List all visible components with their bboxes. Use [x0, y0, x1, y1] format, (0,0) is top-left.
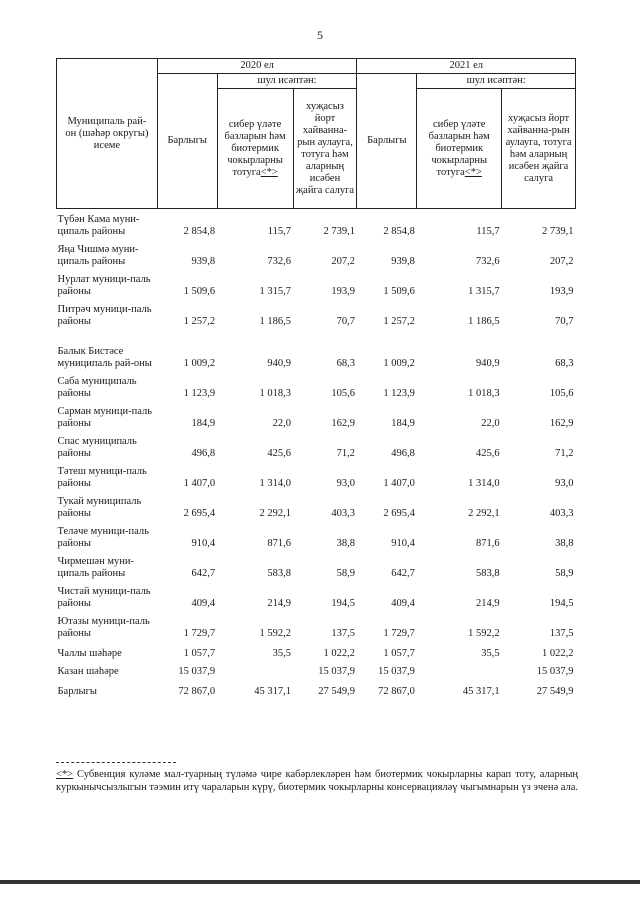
- row-value: 871,6: [267, 537, 292, 549]
- row-value: 425,6: [476, 447, 500, 459]
- row-value: 1 022,2: [542, 647, 574, 659]
- row-value: 1 592,2: [259, 627, 292, 639]
- row-value: 1 407,0: [183, 477, 216, 489]
- header-including-2021: шул исәптән:: [417, 74, 576, 89]
- row-value: 2 739,1: [542, 225, 574, 237]
- row-value: 22,0: [272, 417, 292, 429]
- row-municipality-name: Тәтеш муници-паль районы: [57, 465, 147, 489]
- row-value: 1 257,2: [383, 315, 415, 327]
- row-value: 910,4: [391, 537, 415, 549]
- row-value: 403,3: [549, 507, 574, 519]
- table-row: [57, 491, 576, 521]
- table-row: [57, 661, 576, 679]
- header-year-2020: 2020 ел: [157, 59, 357, 74]
- row-value: 583,8: [476, 567, 500, 579]
- row-value: [417, 661, 502, 679]
- footnote-ref-2021: <*>: [464, 166, 482, 178]
- row-value: 1 729,7: [183, 627, 216, 639]
- row-value: 207,2: [549, 255, 574, 267]
- footnote-divider: [56, 762, 176, 763]
- row-value: 1 509,6: [183, 285, 216, 297]
- row-value: 2 292,1: [468, 507, 500, 519]
- row-value: 105,6: [549, 387, 574, 399]
- row-value: 93,0: [336, 477, 355, 489]
- row-municipality-name: Питрәч муници-паль районы: [57, 303, 152, 327]
- header-stray-2021: хуҗасыз йорт хайванна-рын аулауга, тотуга һәм аларның исәбен җайга салуга: [502, 89, 576, 209]
- row-value: 162,9: [549, 417, 574, 429]
- row-value: 162,9: [331, 417, 355, 429]
- row-value: 193,9: [331, 285, 355, 297]
- row-value: 72 867,0: [378, 685, 415, 697]
- row-value: 642,7: [191, 567, 216, 579]
- row-value: 1 314,0: [468, 477, 500, 489]
- footnote-text: Субвенция куләме мал-туарның түләмә чире кабәрлекләрен һәм биотермик чокырларны карап тоту, аларның куркынычсызлыгын тәэмин итү чараларын күрү, биотермик чокырларны консервацияләү чыгымнарын үз эченә ала.: [56, 769, 579, 793]
- row-value: 496,8: [191, 447, 216, 459]
- table-row: [57, 521, 576, 551]
- row-value: 194,5: [331, 597, 355, 609]
- row-value: 193,9: [549, 285, 574, 297]
- row-value: 940,9: [476, 357, 500, 369]
- row-value: 15 037,9: [536, 665, 574, 677]
- table-row: [57, 679, 576, 699]
- row-value: 732,6: [267, 255, 292, 267]
- row-value: 1 018,3: [259, 387, 292, 399]
- table-row: [57, 401, 576, 431]
- table-row: [57, 581, 576, 611]
- header-anthrax-2021: сибер үләте базларын һәм биотермик чокырларны тотуга<*>: [417, 89, 502, 209]
- row-value: 70,7: [555, 315, 574, 327]
- table-row: [57, 329, 576, 371]
- row-value: 15 037,9: [378, 665, 415, 677]
- row-value: 1 509,6: [383, 285, 415, 297]
- row-value: 38,8: [555, 537, 574, 549]
- row-value: 642,7: [391, 567, 415, 579]
- table-row: [57, 641, 576, 661]
- row-value: 35,5: [272, 647, 292, 659]
- row-value: 1 018,3: [468, 387, 500, 399]
- row-value: 1 315,7: [468, 285, 500, 297]
- row-value: 1 009,2: [383, 357, 415, 369]
- footnote-mark: <*>: [56, 769, 74, 780]
- row-value: 115,7: [267, 225, 292, 237]
- row-municipality-name: Чистай муници-паль районы: [57, 585, 151, 609]
- footnote: [56, 768, 578, 794]
- row-value: 115,7: [476, 225, 500, 237]
- row-value: [217, 661, 293, 679]
- row-value: 1 729,7: [383, 627, 415, 639]
- row-value: 2 695,4: [183, 507, 216, 519]
- row-value: 214,9: [267, 597, 292, 609]
- row-value: 2 292,1: [259, 507, 292, 519]
- row-value: 137,5: [549, 627, 574, 639]
- row-value: 15 037,9: [318, 665, 355, 677]
- footnote-ref-2020: <*>: [260, 166, 278, 178]
- row-value: 1 314,0: [259, 477, 292, 489]
- row-value: 68,3: [555, 357, 574, 369]
- data-table: [56, 58, 576, 699]
- row-value: 1 057,7: [183, 647, 216, 659]
- row-value: 940,9: [267, 357, 292, 369]
- header-municipality: Муниципаль рай-он (шәһәр округы) исеме: [57, 59, 158, 209]
- row-value: 732,6: [476, 255, 500, 267]
- row-municipality-name: Тукай муниципаль районы: [57, 495, 142, 519]
- header-stray-2020: хуҗасыз йорт хайванна-рын аулауга, тотуга һәм аларның исәбен җайга салуга: [293, 89, 357, 209]
- row-value: 93,0: [555, 477, 574, 489]
- row-value: 70,7: [336, 315, 355, 327]
- header-total-2021: Барлыгы: [357, 74, 417, 209]
- row-value: 105,6: [331, 387, 355, 399]
- row-value: 910,4: [191, 537, 216, 549]
- row-value: 1 123,9: [383, 387, 415, 399]
- table-row: [57, 209, 576, 239]
- row-municipality-name: Яңа Чишмә муни-ципаль районы: [57, 243, 139, 267]
- row-municipality-name: Барлыгы: [57, 686, 97, 697]
- row-value: 184,9: [191, 417, 216, 429]
- row-value: 58,9: [555, 567, 574, 579]
- header-total-2020: Барлыгы: [157, 74, 217, 209]
- row-value: 403,3: [331, 507, 355, 519]
- row-value: 137,5: [331, 627, 355, 639]
- row-municipality-name: Саба муниципаль районы: [57, 375, 137, 399]
- row-municipality-name: Чирмешән муни-ципаль районы: [57, 555, 134, 579]
- row-municipality-name: Ютазы муници-паль районы: [57, 615, 150, 639]
- row-value: 1 592,2: [468, 627, 500, 639]
- row-value: 38,8: [336, 537, 355, 549]
- table-row: [57, 269, 576, 299]
- row-value: 409,4: [191, 597, 216, 609]
- row-value: 2 854,8: [183, 225, 216, 237]
- row-value: 184,9: [391, 417, 415, 429]
- row-value: 425,6: [267, 447, 292, 459]
- row-value: 1 186,5: [468, 315, 500, 327]
- row-value: 68,3: [336, 357, 355, 369]
- row-value: 939,8: [391, 255, 415, 267]
- header-anthrax-2020: сибер үләте базларын һәм биотермик чокырларны тотуга<*>: [217, 89, 293, 209]
- row-value: 1 009,2: [183, 357, 216, 369]
- row-municipality-name: Теләче муници-паль районы: [57, 525, 149, 549]
- row-value: 1 022,2: [323, 647, 355, 659]
- table-row: [57, 611, 576, 641]
- row-value: 496,8: [391, 447, 415, 459]
- row-value: 35,5: [481, 647, 500, 659]
- row-value: 207,2: [331, 255, 355, 267]
- row-value: 939,8: [191, 255, 216, 267]
- row-value: 2 854,8: [383, 225, 415, 237]
- row-value: 45 317,1: [462, 685, 500, 697]
- row-municipality-name: Сарман муници-паль районы: [57, 405, 152, 429]
- header-including-2020: шул исәптән:: [217, 74, 357, 89]
- table-row: [57, 299, 576, 329]
- row-value: 583,8: [267, 567, 292, 579]
- row-municipality-name: Түбән Кама муни-ципаль районы: [57, 213, 140, 237]
- row-value: 22,0: [481, 417, 500, 429]
- table-row: [57, 431, 576, 461]
- row-value: 72 867,0: [178, 685, 216, 697]
- row-municipality-name: Казан шәһәре: [57, 666, 119, 677]
- row-value: 58,9: [336, 567, 355, 579]
- table-row: [57, 551, 576, 581]
- row-municipality-name: Спас муниципаль районы: [57, 435, 137, 459]
- row-value: 1 123,9: [183, 387, 216, 399]
- row-value: 1 057,7: [383, 647, 415, 659]
- row-value: 45 317,1: [254, 685, 292, 697]
- table-row: [57, 371, 576, 401]
- scan-edge: [0, 880, 640, 884]
- row-value: 1 186,5: [259, 315, 292, 327]
- table-row: [57, 461, 576, 491]
- row-municipality-name: Чаллы шәһәре: [57, 648, 122, 659]
- row-value: 1 257,2: [183, 315, 216, 327]
- row-municipality-name: Нурлат муници-паль районы: [57, 273, 151, 297]
- row-value: 71,2: [336, 447, 355, 459]
- page-number: 5: [317, 28, 323, 42]
- row-value: 194,5: [549, 597, 574, 609]
- row-value: 27 549,9: [318, 685, 355, 697]
- row-value: 1 315,7: [259, 285, 292, 297]
- row-value: 2 695,4: [383, 507, 415, 519]
- row-value: 409,4: [391, 597, 415, 609]
- row-municipality-name: Балык Бистәсе муниципаль рай-оны: [57, 345, 152, 369]
- table-row: [57, 239, 576, 269]
- row-value: 27 549,9: [536, 685, 574, 697]
- row-value: 1 407,0: [383, 477, 415, 489]
- row-value: 71,2: [555, 447, 574, 459]
- row-value: 214,9: [476, 597, 500, 609]
- row-value: 871,6: [476, 537, 500, 549]
- row-value: 15 037,9: [178, 665, 216, 677]
- row-value: 2 739,1: [323, 225, 355, 237]
- header-year-2021: 2021 ел: [357, 59, 576, 74]
